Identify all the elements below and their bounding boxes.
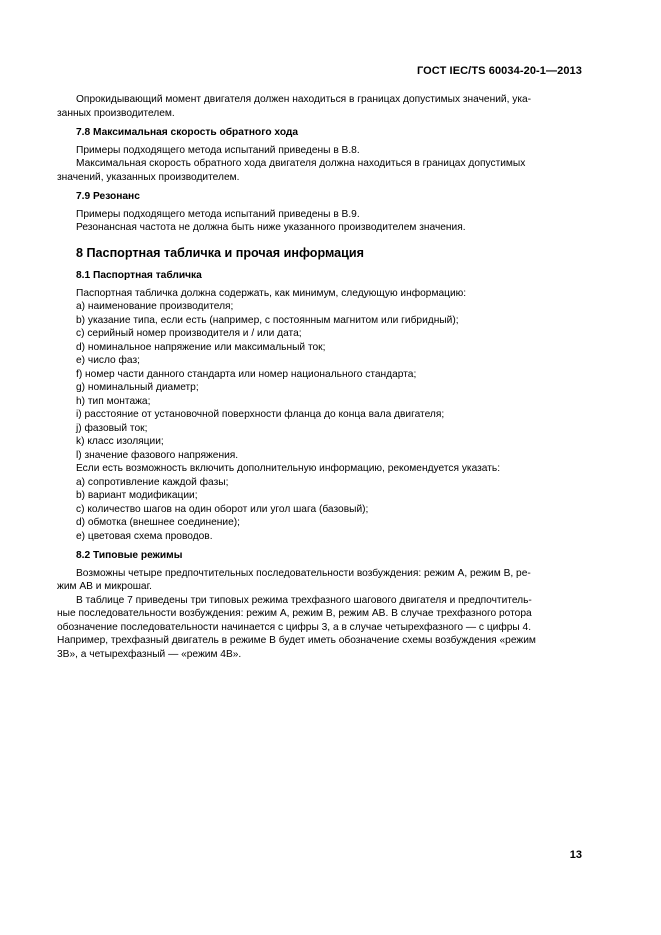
section-7-9-title: 7.9 Резонанс <box>76 191 140 202</box>
list-item: a) сопротивление каждой фазы; <box>76 476 229 488</box>
document-header: ГОСТ IEC/TS 60034-20-1—2013 <box>416 65 582 77</box>
optional-info-lead: Если есть возможность включить дополнительную информацию, рекомендуется указать: <box>76 463 501 474</box>
list-item: d) обмотка (внешнее соединение); <box>76 517 240 528</box>
section-8-2-para-2-line-4: Например, трехфазный двигатель в режиме В будет иметь обозначение схемы возбуждения «режим <box>57 635 536 646</box>
list-item: i) расстояние от установочной поверхности фланца до конца вала двигателя; <box>76 409 445 420</box>
list-item: e) число фаз; <box>76 355 140 366</box>
page-number: 13 <box>569 849 582 861</box>
section-7-8-title: 7.8 Максимальная скорость обратного хода <box>76 127 299 138</box>
list-item: c) серийный номер производителя и / или дата; <box>76 328 302 339</box>
list-item: h) тип монтажа; <box>76 395 151 407</box>
section-8-2-para-2-line-5: 3В», а четырехфазный — «режим 4В». <box>57 648 242 660</box>
section-8-2-para-2-line-3: обозначение последовательности начинается с цифры 3, а в случае четырехфазного — с цифры 4. <box>57 621 532 633</box>
section-7-8-para-1: Примеры подходящего метода испытаний приведены в В.8. <box>76 144 360 156</box>
section-8-title: 8 Паспортная табличка и прочая информация <box>76 245 365 260</box>
list-item: j) фазовый ток; <box>76 422 148 434</box>
required-info-list <box>76 300 583 462</box>
list-item: l) значение фазового напряжения. <box>76 449 239 461</box>
section-8-1-title: 8.1 Паспортная табличка <box>76 270 202 281</box>
intro-line-1: Опрокидывающий момент двигателя должен находиться в границах допустимых значений, ука- <box>76 94 532 105</box>
section-7-8-para-2-line-2: значений, указанных производителем. <box>57 171 240 183</box>
section-8-2-para-1-line-2: жим АВ и микрошаг. <box>57 581 152 592</box>
list-item: k) класс изоляции; <box>76 436 164 447</box>
list-item: b) вариант модификации; <box>76 490 198 501</box>
list-item: c) количество шагов на один оборот или угол шага (базовый); <box>76 503 369 515</box>
optional-info-list <box>76 476 583 544</box>
list-item: d) номинальное напряжение или максимальный ток; <box>76 341 326 353</box>
page-body <box>57 93 583 661</box>
section-7-9-para-1: Примеры подходящего метода испытаний приведены в В.9. <box>76 208 360 220</box>
list-item: g) номинальный диаметр; <box>76 382 199 393</box>
intro-line-2: занных производителем. <box>57 107 175 119</box>
list-item: b) указание типа, если есть (например, с постоянным магнитом или гибридный); <box>76 314 459 326</box>
section-8-2-title: 8.2 Типовые режимы <box>76 550 183 561</box>
section-8-2-para-2-line-2: ные последовательности возбуждения: режим А, режим В, режим АВ. В случае трехфазного ротора <box>57 608 532 619</box>
list-item: e) цветовая схема проводов. <box>76 530 213 542</box>
section-7-8-para-2-line-1: Максимальная скорость обратного хода двигателя должна находиться в границах допустимых <box>76 158 526 169</box>
section-7-9-para-2: Резонансная частота не должна быть ниже указанного производителем значения. <box>76 222 466 233</box>
list-item: f) номер части данного стандарта или номер национального стандарта; <box>76 368 417 380</box>
section-8-2-para-2-line-1: В таблице 7 приведены три типовых режима трехфазного шагового двигателя и предпочтитель- <box>76 594 532 606</box>
section-8-2-para-1-line-1: Возможны четыре предпочтительных последовательности возбуждения: режим А, режим В, ре- <box>76 567 531 579</box>
section-8-1-lead: Паспортная табличка должна содержать, как минимум, следующую информацию: <box>76 287 467 299</box>
list-item: a) наименование производителя; <box>76 301 234 312</box>
